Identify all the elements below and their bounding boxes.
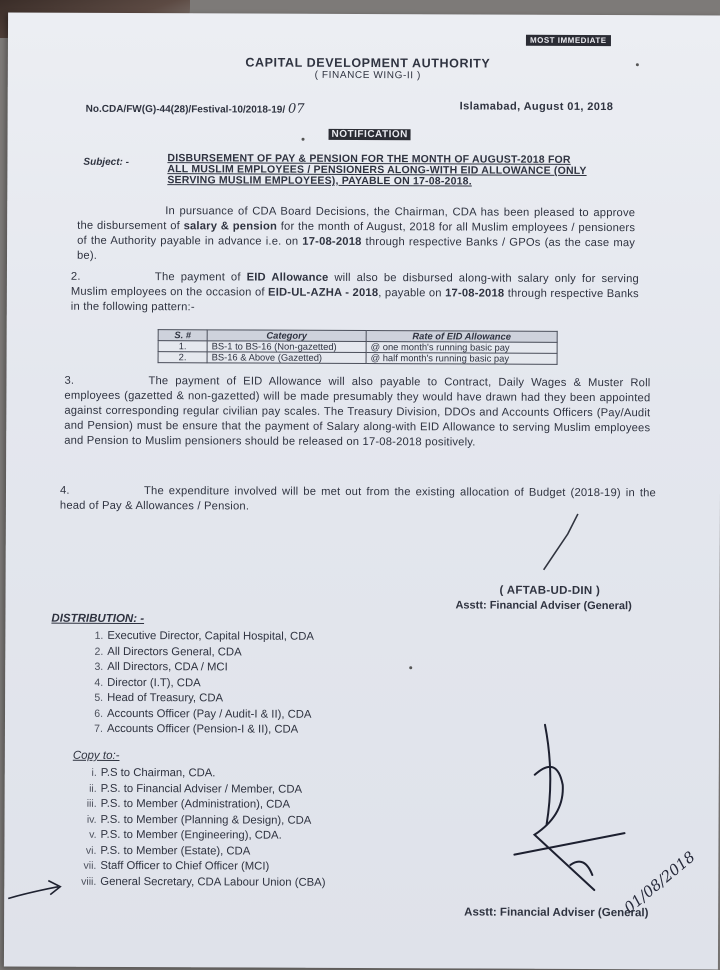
footer-designation: Asstt: Financial Adviser (General) [464,906,649,920]
eid-allowance-table [158,329,558,365]
paragraph-number: 4. [59,484,70,497]
signatory-name: ( AFTAB-UD-DIN ) [499,584,601,598]
subject-line: SERVING MUSLIM EMPLOYEES), PAYABLE ON 17-08-2018. [167,174,472,188]
handwritten-date: 01/08/2018 [620,847,699,917]
list-item: 2. All Directors General, CDA [94,645,242,658]
copy-to-list [70,766,326,891]
distribution-list [77,629,314,739]
notification-label: NOTIFICATION [329,129,411,140]
distribution-heading: DISTRIBUTION: - [51,612,145,626]
list-item: ii. P.S. to Financial Adviser / Member, CDA [89,782,303,796]
table-header-cell: Category [207,330,366,342]
table-cell: BS-16 & Above (Gazetted) [207,352,366,364]
subject-text [167,153,637,188]
table-header-cell: S. # [158,330,207,341]
reference-number [86,101,305,117]
list-item: 5. Head of Treasury, CDA [94,691,224,705]
paragraph-2: 2. The payment of EID Allowance will also be disbursed along-with salary only for serving Muslim employees on the occasion of EID-UL-AZHA - 2018, payable on 17-08-2018 through respective Banks in the following pattern:- [70,270,639,314]
paragraph-1: In pursuance of CDA Board Decisions, the Chairman, CDA has been pleased to approve the disbursement of salary & pension for the month of August, 2018 for all Muslim employees / pensioners of the Authority payable in advance i.e. on 17-08-2018 through respective Banks / GPOs (as the case may be). [76,205,636,262]
list-item: iv. P.S. to Member (Planning & Design), CDA [86,813,312,827]
most-immediate-stamp: MOST IMMEDIATE [526,35,611,46]
paragraph-3: 3. The payment of EID Allowance will also payable to Contract, Daily Wages & Muster Roll employees (gazetted & non-gazetted) will be made presumably they would have drawn had they been appointed against corresponding regular civilian pay scales. The Treasury Division, DDOs and Accounts Officers (Pay/Audit and Pension) must be ensure that the payment of Salary along-with EID Allowance to serving Muslim employees and Pension to Muslim pensioners should be released on 17-08-2018 positively. [64,374,651,449]
issue-date: Islamabad, August 01, 2018 [459,100,614,114]
list-item: 4. Director (I.T), CDA [94,676,201,689]
wing-subtitle: ( FINANCE WING-II ) [314,69,422,82]
copy-to-heading: Copy to:- [72,749,120,762]
handwritten-signature [474,714,655,915]
reference-number-printed: No.CDA/FW(G)-44(28)/Festival-10/2018-19/ [85,103,286,116]
table-cell: @ half month's running basic pay [366,353,557,365]
table-cell: BS-1 to BS-16 (Non-gazetted) [207,341,366,353]
table-cell: 2. [158,352,207,363]
subject-line: ALL MUSLIM EMPLOYEES / PENSIONERS ALONG-WITH EID ALLOWANCE (ONLY [167,163,587,177]
document-page [4,12,720,969]
signature-stroke [506,510,596,580]
list-item: 1. Executive Director, Capital Hospital, CDA [94,629,314,643]
handwritten-arrow-icon [4,878,74,908]
table-cell: @ one month's running basic pay [366,342,557,354]
list-item: v. P.S. to Member (Engineering), CDA. [89,828,282,842]
ink-speck [409,666,412,669]
list-item: 7. Accounts Officer (Pension-I & II), CDA [94,722,299,736]
table-header-cell: Rate of EID Allowance [366,331,557,343]
reference-number-handwritten: 07 [287,101,305,117]
table-cell: 1. [158,341,207,352]
list-item: i. P.S to Chairman, CDA. [91,766,216,780]
paragraph-number: 3. [64,374,75,387]
list-item: viii. General Secretary, CDA Labour Union (CBA) [81,875,326,889]
signatory-designation: Asstt: Financial Adviser (General) [455,599,632,613]
table-row [158,352,557,365]
list-item: iii. P.S. to Member (Administration), CDA [86,797,291,811]
paragraph-4: 4. The expenditure involved will be met out from the existing allocation of Budget (2018-19) in the head of Pay & Allowances / Pension. [59,484,657,513]
list-item: 3. All Directors, CDA / MCI [94,660,228,674]
list-item: 6. Accounts Officer (Pay / Audit-I & II), CDA [94,707,312,721]
paragraph-number: 2. [70,270,81,283]
subject-label: Subject: - [83,156,130,168]
subject-line: DISBURSEMENT OF PAY & PENSION FOR THE MONTH OF AUGUST-2018 FOR [167,152,571,166]
ink-speck [302,138,305,141]
organization-title: CAPITAL DEVELOPMENT AUTHORITY [245,55,491,71]
list-item: vii. Staff Officer to Chief Officer (MCI) [83,859,270,873]
list-item: vi. P.S. to Member (Estate), CDA [85,844,251,858]
